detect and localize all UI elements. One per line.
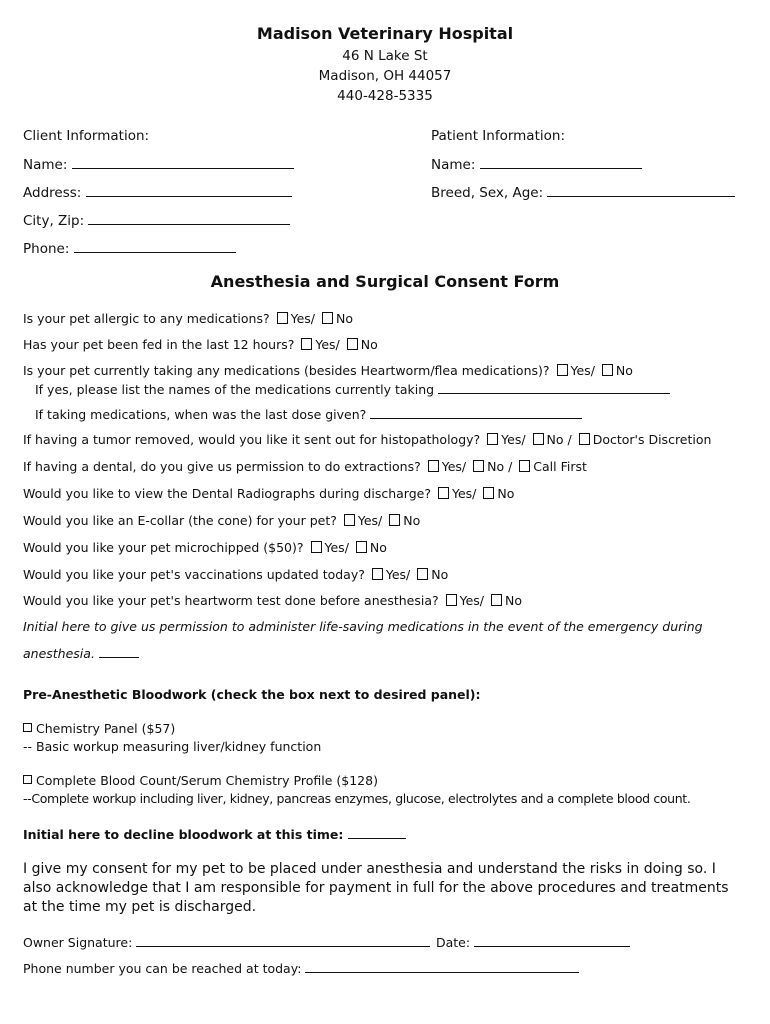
patient-breed-label: Breed, Sex, Age:	[431, 185, 544, 201]
yes-checkbox[interactable]	[557, 364, 568, 376]
form-title: Anesthesia and Surgical Consent Form	[210, 272, 560, 291]
call-first-label: Call First	[533, 459, 587, 474]
yes-checkbox[interactable]	[311, 541, 322, 553]
no-checkbox[interactable]	[417, 568, 428, 580]
question-heartworm	[23, 593, 522, 608]
last-dose-line[interactable]	[370, 406, 582, 419]
bloodwork-heading: Pre-Anesthetic Bloodwork (check the box next to desired panel):	[23, 687, 481, 702]
no-label: No	[497, 486, 515, 501]
medications-list-label: If yes, please list the names of the medications currently taking	[35, 382, 435, 397]
date-field[interactable]	[436, 934, 630, 950]
contact-phone-field[interactable]	[23, 960, 579, 976]
contact-phone-label: Phone number you can be reached at today:	[23, 961, 302, 976]
doctors-discretion-checkbox[interactable]	[579, 433, 590, 445]
question-text: Has your pet been fed in the last 12 hours?	[23, 337, 295, 352]
question-e-collar	[23, 513, 420, 528]
question-text: Is your pet currently taking any medications (besides Heartworm/flea medications)?	[23, 363, 550, 378]
patient-name-line[interactable]	[480, 156, 642, 169]
yes-checkbox[interactable]	[428, 460, 439, 472]
question-vaccinations	[23, 567, 448, 582]
question-allergic	[23, 311, 353, 326]
decline-bloodwork-field[interactable]	[23, 826, 406, 842]
no-checkbox[interactable]	[389, 514, 400, 526]
client-city-zip-line[interactable]	[88, 212, 290, 225]
cbc-panel-description: --Complete workup including liver, kidney, pancreas enzymes, glucose, electrolytes and a complete blood count.	[23, 791, 691, 806]
client-name-line[interactable]	[72, 156, 294, 169]
question-text: If having a dental, do you give us permission to do extractions?	[23, 459, 421, 474]
emergency-initial-text-2: anesthesia.	[23, 646, 95, 661]
owner-signature-field[interactable]	[23, 934, 430, 950]
no-checkbox[interactable]	[473, 460, 484, 472]
patient-info-heading: Patient Information:	[431, 128, 565, 144]
yes-checkbox[interactable]	[446, 594, 457, 606]
no-label: No	[615, 363, 633, 378]
no-label: No	[431, 567, 449, 582]
doctors-discretion-label: Doctor's Discretion	[592, 432, 712, 447]
yes-label: Yes/	[324, 540, 349, 555]
question-text: Would you like your pet's vaccinations updated today?	[23, 567, 365, 582]
no-label: No /	[487, 459, 513, 474]
question-extractions	[23, 459, 587, 474]
no-label: No	[403, 513, 421, 528]
no-label: No	[360, 337, 378, 352]
emergency-initial-field[interactable]	[23, 645, 139, 661]
date-label: Date:	[436, 935, 471, 950]
client-address-field[interactable]	[23, 184, 292, 201]
yes-label: Yes/	[451, 486, 477, 501]
yes-label: Yes/	[570, 363, 595, 378]
yes-label: Yes/	[441, 459, 467, 474]
chemistry-panel-option[interactable]	[23, 721, 175, 736]
yes-checkbox[interactable]	[277, 312, 288, 324]
question-text: Would you like an E-collar (the cone) for your pet?	[23, 513, 337, 528]
decline-bloodwork-label: Initial here to decline bloodwork at this time:	[23, 827, 344, 842]
question-microchip	[23, 540, 387, 555]
cbc-panel-label: Complete Blood Count/Serum Chemistry Profile ($128)	[36, 773, 378, 788]
no-label: No	[505, 593, 522, 608]
hospital-phone: 440-428-5335	[337, 88, 433, 104]
client-city-zip-field[interactable]	[23, 212, 290, 229]
client-address-line[interactable]	[86, 184, 292, 197]
yes-checkbox[interactable]	[301, 338, 312, 350]
emergency-initial-text: Initial here to give us permission to administer life-saving medications in the event of the emergency during	[23, 619, 703, 634]
no-label: No /	[546, 432, 572, 447]
contact-phone-line[interactable]	[305, 960, 579, 973]
yes-label: Yes/	[357, 513, 383, 528]
no-label: No	[369, 540, 387, 555]
client-phone-label: Phone:	[23, 241, 70, 257]
chemistry-panel-label: Chemistry Panel ($57)	[36, 721, 176, 736]
client-city-zip-label: City, Zip:	[23, 213, 85, 229]
cbc-panel-checkbox[interactable]	[23, 775, 32, 784]
patient-name-field[interactable]	[431, 156, 642, 173]
no-checkbox[interactable]	[322, 312, 333, 324]
question-histopathology	[23, 432, 711, 447]
hospital-address-line1: 46 N Lake St	[342, 48, 428, 64]
question-text: Is your pet allergic to any medications?	[23, 311, 270, 326]
client-phone-field[interactable]	[23, 240, 236, 257]
yes-checkbox[interactable]	[372, 568, 383, 580]
client-info-heading: Client Information:	[23, 128, 150, 144]
yes-label: Yes/	[385, 567, 411, 582]
no-checkbox[interactable]	[533, 433, 544, 445]
medications-list-field[interactable]	[35, 381, 670, 397]
client-phone-line[interactable]	[74, 240, 236, 253]
yes-checkbox[interactable]	[438, 487, 449, 499]
yes-checkbox[interactable]	[344, 514, 355, 526]
hospital-address-line2: Madison, OH 44057	[318, 68, 452, 84]
question-medications	[23, 363, 633, 378]
patient-breed-line[interactable]	[547, 184, 735, 197]
yes-label: Yes/	[459, 593, 485, 608]
emergency-initial-line[interactable]	[99, 645, 139, 658]
no-label: No	[335, 311, 353, 326]
hospital-name: Madison Veterinary Hospital	[256, 24, 514, 43]
no-checkbox[interactable]	[356, 541, 367, 553]
owner-signature-line[interactable]	[136, 934, 430, 947]
yes-label: Yes/	[290, 311, 315, 326]
client-name-field[interactable]	[23, 156, 294, 173]
question-dental-radiographs	[23, 486, 514, 501]
client-name-label: Name:	[23, 157, 68, 173]
no-checkbox[interactable]	[483, 487, 494, 499]
patient-name-label: Name:	[431, 157, 476, 173]
question-text: Would you like to view the Dental Radiographs during discharge?	[23, 486, 431, 501]
chemistry-panel-checkbox[interactable]	[23, 723, 32, 732]
question-text: Would you like your pet microchipped ($50)?	[23, 540, 304, 555]
cbc-panel-option[interactable]	[23, 773, 378, 788]
date-line[interactable]	[474, 934, 630, 947]
no-checkbox[interactable]	[602, 364, 613, 376]
consent-paragraph: I give my consent for my pet to be placed under anesthesia and understand the risks in doing so. I also acknowledge that I am responsible for payment in full for the above procedures and treatments at the time my pet is discharged.	[23, 861, 729, 915]
chemistry-panel-description: -- Basic workup measuring liver/kidney function	[23, 739, 322, 754]
patient-breed-field[interactable]	[431, 184, 735, 201]
last-dose-field[interactable]	[35, 406, 582, 422]
yes-label: Yes/	[501, 432, 526, 447]
question-text: Would you like your pet's heartworm test done before anesthesia?	[23, 593, 439, 608]
yes-label: Yes/	[315, 337, 340, 352]
yes-checkbox[interactable]	[487, 433, 498, 445]
medications-list-line[interactable]	[438, 381, 670, 394]
client-address-label: Address:	[23, 185, 82, 201]
last-dose-label: If taking medications, when was the last dose given?	[35, 407, 367, 422]
no-checkbox[interactable]	[491, 594, 502, 606]
no-checkbox[interactable]	[347, 338, 358, 350]
call-first-checkbox[interactable]	[519, 460, 530, 472]
decline-initial-line[interactable]	[348, 826, 406, 839]
question-text: If having a tumor removed, would you like it sent out for histopathology?	[23, 432, 481, 447]
owner-signature-label: Owner Signature:	[23, 935, 133, 950]
question-fed	[23, 337, 378, 352]
